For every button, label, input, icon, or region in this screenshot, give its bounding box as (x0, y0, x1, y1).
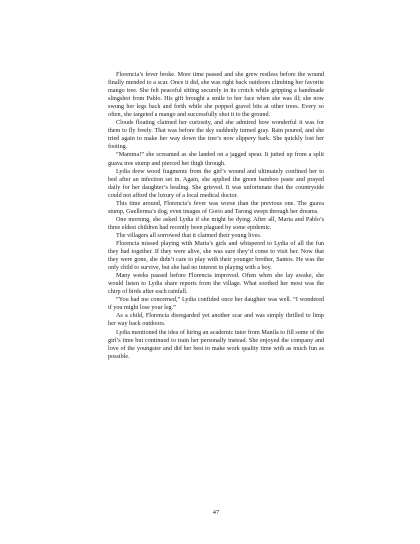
paragraph: “You had me concerned,” Lydia confided once her daughter was well. “I wondered if you might lose your leg.” (108, 297, 324, 312)
page-number: 47 (212, 509, 220, 516)
book-page (108, 71, 324, 516)
paragraph: Florencia’s fever broke. More time passed and she grew restless before the wound finally mended to a scar. Once it did, she was right back outdoors climbing her favorite mango tree. She felt peaceful sitting securely in its crotch while gripping a handmade slingshot from Pablo. His gift brought a smile to her face when she was ill; she now swung her legs back and forth while she popped gravel bits at other trees. Every so often, she targeted a mango and successfully shot it to the ground. (108, 72, 324, 119)
paragraph: Clouds floating claimed her curiosity, and she admired how wonderful it was for them to fly freely. That was before the sky suddenly turned gray. Rain poured, and she tried again to make her way down the tree’s now slippery bark. She quickly lost her footing. (108, 120, 324, 151)
paragraph: As a child, Florencia disregarded yet another scar and was simply thrilled to limp her way back outdoors. (108, 313, 324, 328)
paragraph: This time around, Florencia’s fever was worse than the previous one. The guava stump, Guellerma’s dog, even images of Gorio and Tarong swept through her dreams. (108, 200, 324, 215)
paragraph: One morning, she asked Lydia if she might be dying. After all, Maria and Pablo’s three eldest children had recently been plagued by some epidemic. (108, 216, 324, 231)
paragraph: Lydia mentioned the idea of hiring an academic tutor from Manila to fill some of the girl’s time but continued to train her personally instead. She enjoyed the company and love of the youngster and did her best to make work quality time with as much fun as possible. (108, 329, 324, 360)
paragraph: Florencia missed playing with Maria’s girls and whispered to Lydia of all the fun they had together. If they were alive, she was sure they’d come to visit her. Now that they were gone, she didn’t care to play with their younger brother, Santos. He was the only child to survive, but she had no interest in playing with a boy. (108, 240, 324, 272)
paragraph: The villagers all sorrowed that it claimed their young lives. (116, 232, 262, 239)
paragraph: Lydia drew wood fragments from the girl’s wound and ultimately confined her to bed after an infection set in. Again, she applied the green bamboo paste and prayed daily for her daughter’s healing. She grieved. It was unfortunate that the countryside could not afford the luxury of a local medical doctor. (108, 168, 324, 199)
paragraph: Many weeks passed before Florencia improved. Often when she lay awake, she would listen to Lydia share reports from the village. What soothed her most was the chirp of birds after each rainfall. (108, 273, 324, 296)
paragraph: “Mamma!” she screamed as she landed on a jagged spear. It jutted up from a split guava tree stump and pierced her thigh through. (108, 152, 324, 167)
